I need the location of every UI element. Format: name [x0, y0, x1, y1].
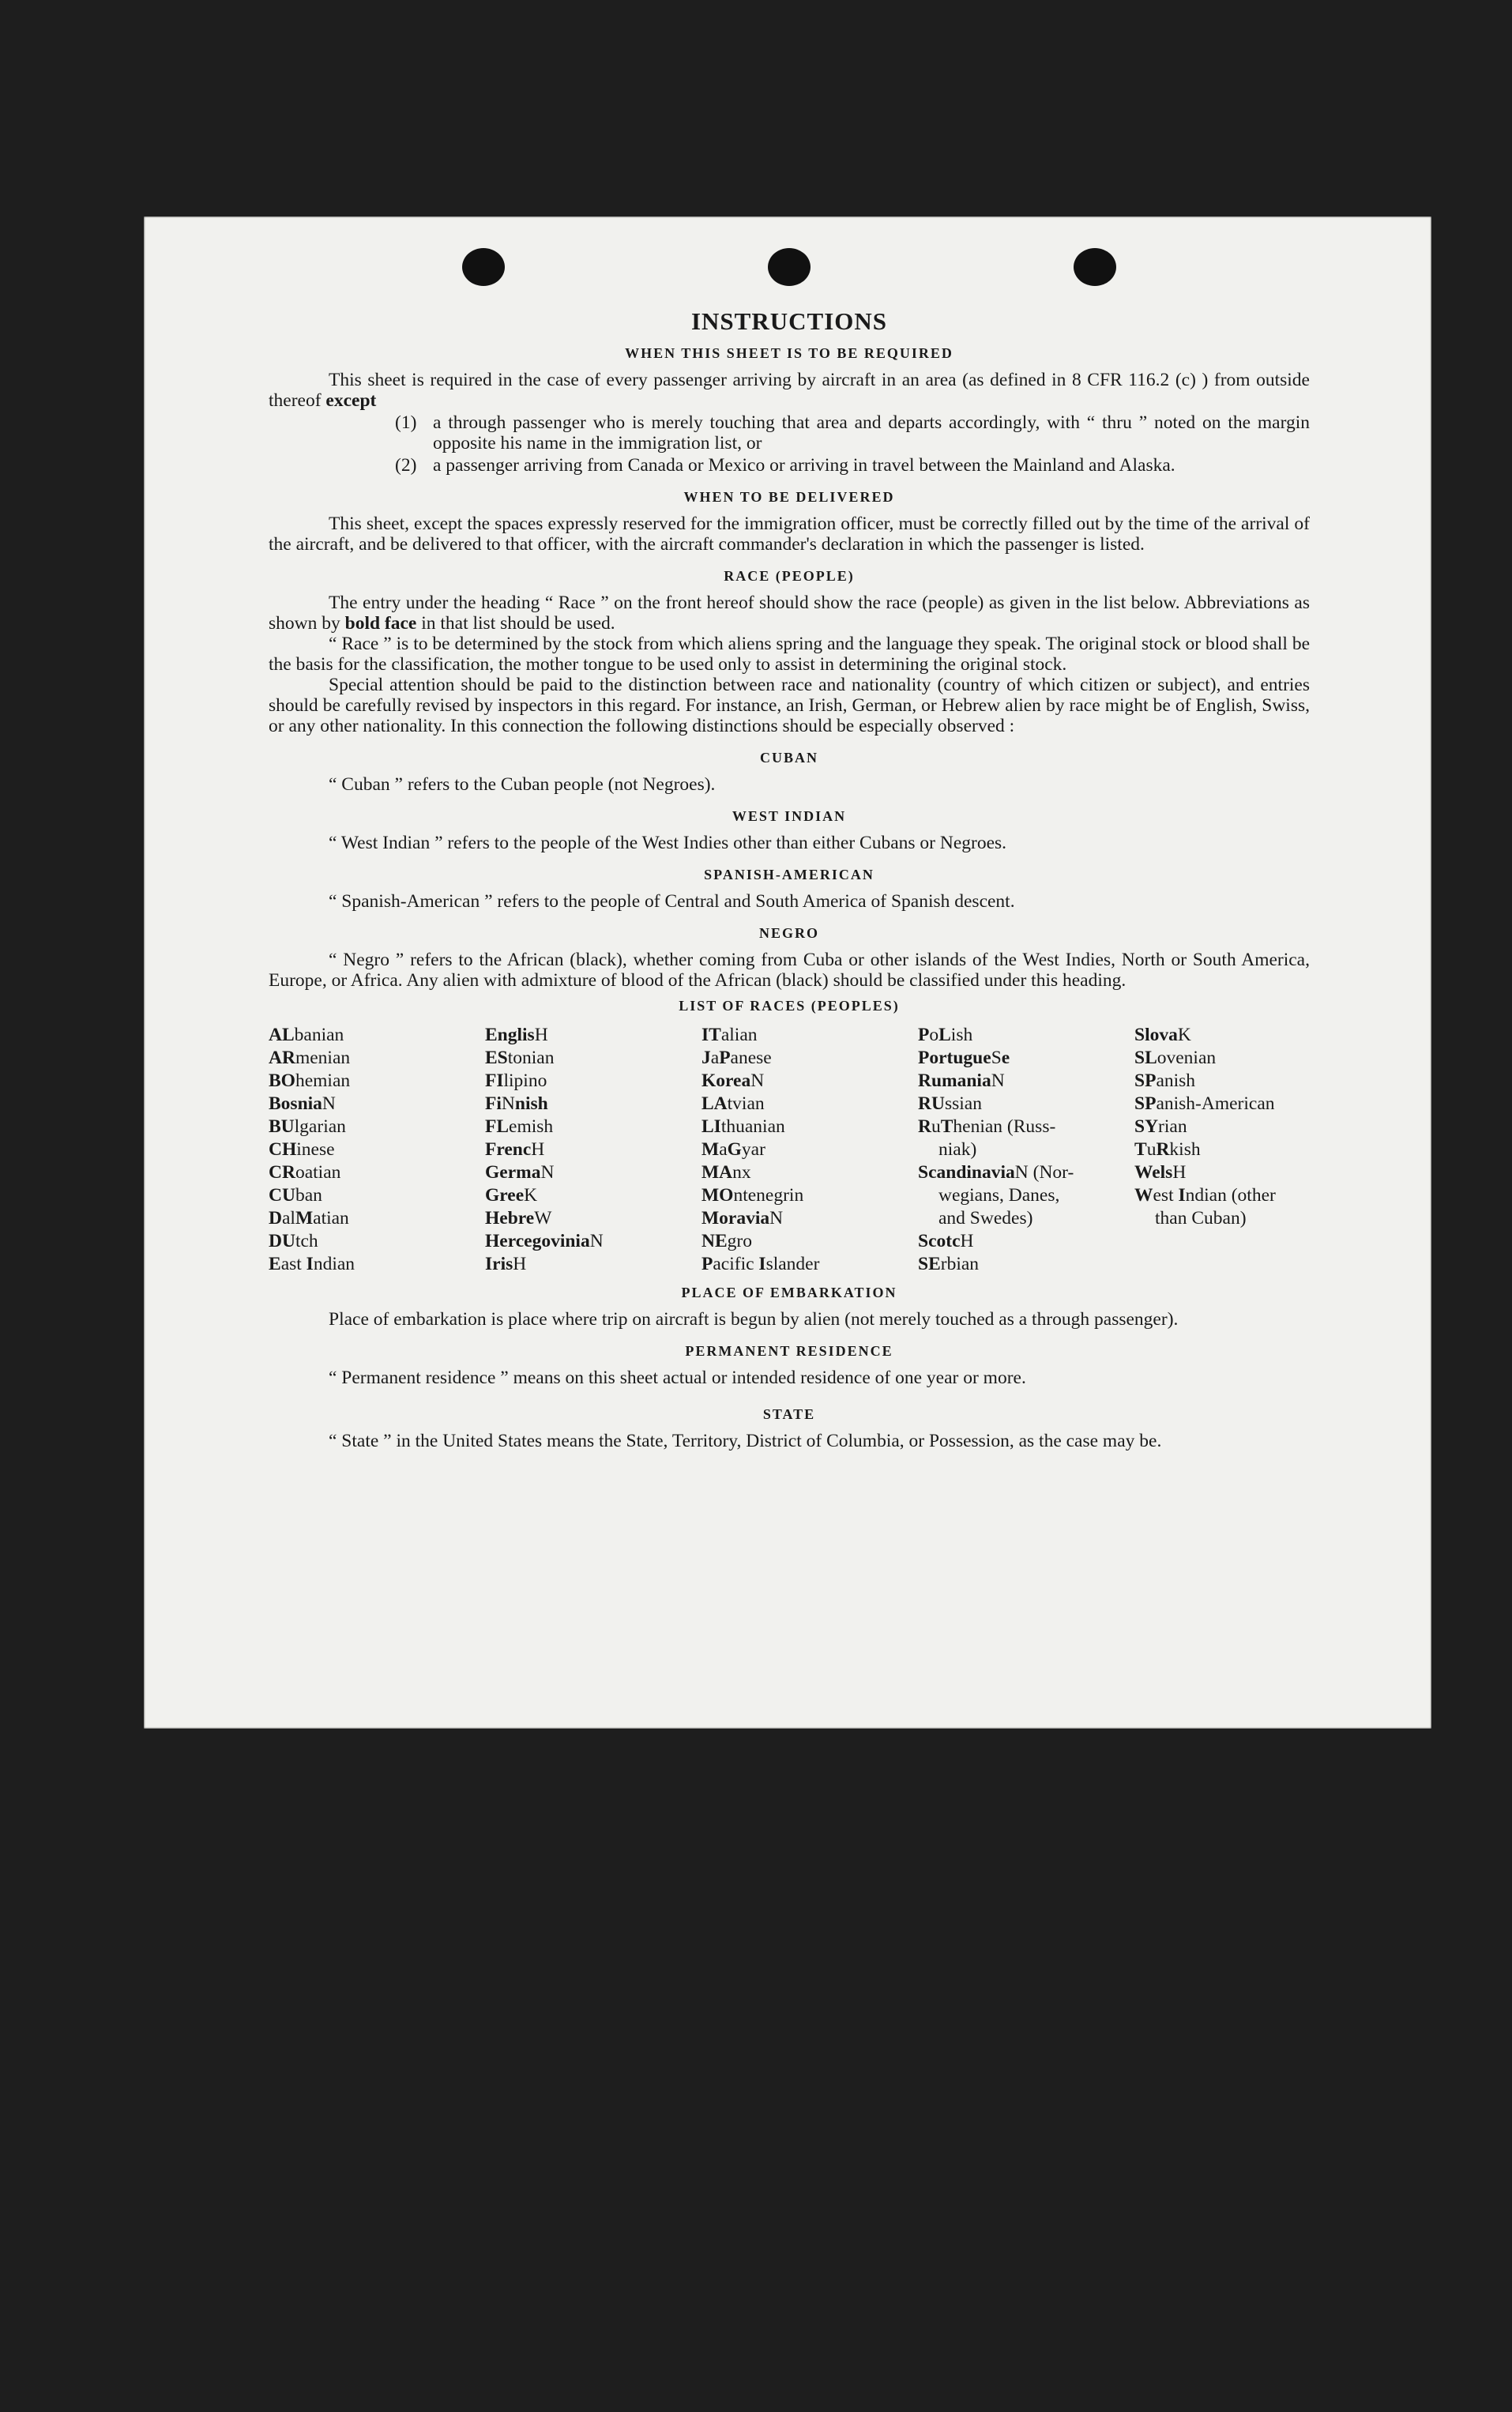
heading-permanent-residence: PERMANENT RESIDENCE [685, 1343, 893, 1359]
race-entry: EStonian [485, 1048, 555, 1068]
race-entry: SPanish-American [1134, 1093, 1275, 1114]
race-entry: MOntenegrin [701, 1185, 804, 1206]
race-entry: and Swedes) [938, 1208, 1033, 1229]
race-entry: NEgro [701, 1231, 752, 1251]
race-entry: MAnx [701, 1162, 751, 1183]
punch-hole-left [462, 248, 505, 286]
race-entry: SPanish [1134, 1071, 1196, 1091]
heading-embarkation: PLACE OF EMBARKATION [681, 1285, 897, 1300]
permanent-residence-text: “ Permanent residence ” means on this sheet actual or intended residence of one year or more. [329, 1368, 1026, 1388]
race-entry: RUssian [918, 1093, 982, 1114]
heading-west-indian: WEST INDIAN [732, 808, 847, 824]
heading-race: RACE (PEOPLE) [724, 568, 855, 584]
race-paragraph-2: “ Race ” is to be determined by the stock from which aliens spring and the language they speak. The original stock or blood shall be the basis for the classification, the mother tongue to be used only to assist in determining the original stock. [269, 634, 1310, 675]
race-entry: ALbanian [269, 1025, 344, 1045]
race-entry: ARmenian [269, 1048, 351, 1068]
race-entry: RuThenian (Russ- [918, 1116, 1056, 1137]
race-entry: MoraviaN [701, 1208, 784, 1229]
race-entry: FLemish [485, 1116, 554, 1137]
race-entry: HebreW [485, 1208, 552, 1229]
race-entry: Pacific Islander [701, 1254, 820, 1274]
race-entry: East Indian [269, 1254, 355, 1274]
race-entry: LAtvian [701, 1093, 765, 1114]
race-entry: CRoatian [269, 1162, 341, 1183]
race-entry: CHinese [269, 1139, 335, 1160]
heading-when-required: WHEN THIS SHEET IS TO BE REQUIRED [625, 345, 953, 361]
exception-item-2: (2) a passenger arriving from Canada or Mexico or arriving in travel between the Mainland and Alaska. [395, 455, 1175, 476]
race-entry: CUban [269, 1185, 322, 1206]
races-column-1 [269, 1024, 485, 1276]
race-entry: SYrian [1134, 1116, 1187, 1137]
race-entry: SErbian [918, 1254, 980, 1274]
race-entry: SlovaK [1134, 1025, 1191, 1045]
race-entry: PortugueSe [918, 1048, 1010, 1068]
when-required-intro: This sheet is required in the case of every passenger arriving by aircraft in an area (as defined in 8 CFR 116.2 (c) ) from outside thereof except [269, 370, 1310, 411]
heading-when-delivered: WHEN TO BE DELIVERED [683, 489, 895, 505]
race-paragraph-3: Special attention should be paid to the distinction between race and nationality (country of which citizen or subject), and entries should be carefully revised by inspectors in this regard. For instance, an Irish, German, or Hebrew alien by race might be of English, Swiss, or any other nationality. In this connection the following distinctions should be especially observed : [269, 675, 1310, 736]
instructions-body [269, 307, 1310, 1451]
negro-text: “ Negro ” refers to the African (black), whether coming from Cuba or other islands of the West Indies, North or South America, Europe, or Africa. Any alien with admixture of blood of the African (black) should be classified under this heading. [269, 950, 1310, 991]
race-entry: than Cuban) [1155, 1208, 1247, 1229]
spanish-american-text: “ Spanish-American ” refers to the people of Central and South America of Spanish descent. [329, 891, 1015, 912]
races-list [269, 1024, 1310, 1276]
race-entry: TuRkish [1134, 1139, 1201, 1160]
races-column-5 [1134, 1024, 1310, 1276]
state-text: “ State ” in the United States means the State, Territory, District of Columbia, or Possession, as the case may be. [329, 1431, 1162, 1451]
race-entry: JaPanese [701, 1048, 772, 1068]
cuban-text: “ Cuban ” refers to the Cuban people (not Negroes). [329, 774, 716, 795]
race-entry: IrisH [485, 1254, 527, 1274]
punch-hole-center [768, 248, 811, 286]
west-indian-text: “ West Indian ” refers to the people of the West Indies other than either Cubans or Negroes. [329, 833, 1007, 853]
race-entry: BUlgarian [269, 1116, 346, 1137]
race-entry: EnglisH [485, 1025, 548, 1045]
punch-hole-right [1074, 248, 1116, 286]
race-entry: West Indian (other [1134, 1185, 1276, 1206]
instruction-sheet [144, 216, 1431, 1729]
page-title: INSTRUCTIONS [690, 307, 887, 335]
race-entry: ScandinaviaN (Nor- [918, 1162, 1074, 1183]
heading-state: STATE [762, 1406, 816, 1422]
heading-list-of-races: LIST OF RACES (PEOPLES) [679, 998, 900, 1014]
race-entry: LIthuanian [701, 1116, 785, 1137]
race-entry: SLovenian [1134, 1048, 1217, 1068]
race-entry: PoLish [918, 1025, 973, 1045]
when-delivered-text: This sheet, except the spaces expressly reserved for the immigration officer, must be correctly filled out by the time of the arrival of the aircraft, and be delivered to that officer, with the aircraft commander's declaration in which the passenger is listed. [269, 514, 1310, 555]
races-column-4 [918, 1024, 1134, 1276]
race-entry: wegians, Danes, [938, 1185, 1060, 1206]
embarkation-text: Place of embarkation is place where trip on aircraft is begun by alien (not merely touched as a through passenger). [329, 1309, 1179, 1330]
race-entry: ScotcH [918, 1231, 974, 1251]
race-entry: FIlipino [485, 1071, 547, 1091]
heading-spanish-american: SPANISH-AMERICAN [704, 867, 874, 882]
race-entry: GreeK [485, 1185, 538, 1206]
race-entry: FrencH [485, 1139, 545, 1160]
exception-item-1: (1) a through passenger who is merely touching that area and departs accordingly, with “ thru ” noted on the margin opposite his name in the immigration list, or [395, 412, 1310, 453]
race-entry: WelsH [1134, 1162, 1187, 1183]
race-entry: MaGyar [701, 1139, 765, 1160]
race-entry: BOhemian [269, 1071, 351, 1091]
races-column-2 [485, 1024, 701, 1276]
race-entry: DUtch [269, 1231, 318, 1251]
race-entry: GermaN [485, 1162, 555, 1183]
race-entry: BosniaN [269, 1093, 336, 1114]
race-entry: FiNnish [485, 1093, 548, 1114]
race-entry: niak) [938, 1139, 977, 1160]
heading-cuban: CUBAN [759, 750, 818, 766]
race-entry: KoreaN [701, 1071, 765, 1091]
race-entry: RumaniaN [918, 1071, 1005, 1091]
race-entry: HercegoviniaN [485, 1231, 604, 1251]
race-entry: ITalian [701, 1025, 758, 1045]
races-column-3 [701, 1024, 918, 1276]
race-entry: DalMatian [269, 1208, 349, 1229]
race-paragraph-1: The entry under the heading “ Race ” on the front hereof should show the race (people) as given in the list below. Abbreviations as shown by bold face in that list should be used. [269, 593, 1310, 634]
heading-negro: NEGRO [758, 925, 819, 941]
